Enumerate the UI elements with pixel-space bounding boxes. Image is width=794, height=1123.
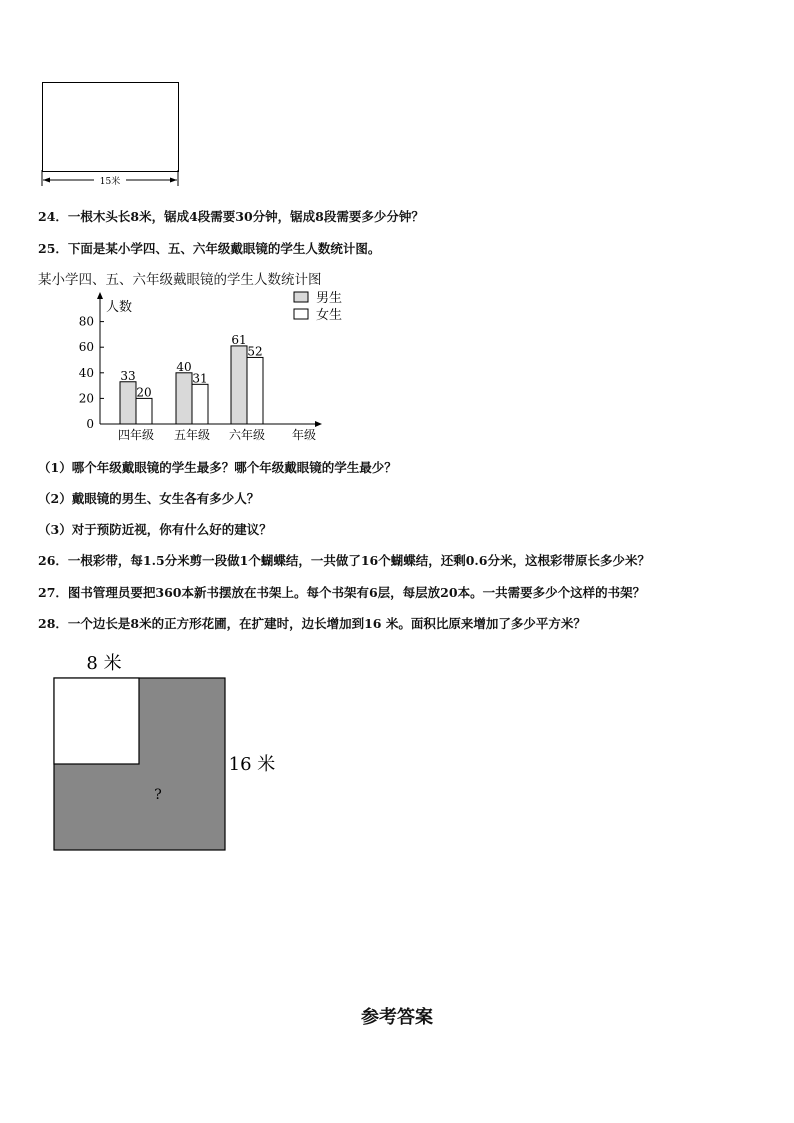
bar-chart xyxy=(60,286,360,446)
bar-boys xyxy=(176,373,192,424)
bar-value-label: 33 xyxy=(120,368,136,383)
y-axis-label: 人数 xyxy=(106,300,133,315)
unknown-area-label: ? xyxy=(154,787,162,803)
category-label: 六年级 xyxy=(228,428,266,442)
bar-value-label: 52 xyxy=(247,344,263,359)
y-tick-label: 40 xyxy=(78,365,94,380)
bar-value-label: 61 xyxy=(231,332,247,347)
top-length-label: 8 米 xyxy=(86,653,122,674)
dimension-line xyxy=(40,170,180,188)
bar-girls xyxy=(247,357,263,424)
y-tick-label: 60 xyxy=(78,340,94,355)
question-25: 25．下面是某小学四、五、六年级戴眼镜的学生人数统计图。 xyxy=(38,241,381,256)
chart-legend xyxy=(294,290,342,323)
question-26: 26．一根彩带，每1.5分米剪一段做1个蝴蝶结，一共做了16个蝴蝶结，还剩0.6分米，这根彩带原长多少米？ xyxy=(38,553,650,568)
bar-boys xyxy=(231,346,247,424)
category-label: 五年级 xyxy=(173,428,211,442)
legend-swatch xyxy=(294,292,308,302)
legend-label: 男生 xyxy=(316,291,343,306)
bar-boys xyxy=(120,382,136,424)
bar-value-label: 31 xyxy=(192,371,208,386)
question-25-3: （3）对于预防近视，你有什么好的建议？ xyxy=(38,522,272,537)
bar-girls xyxy=(192,384,208,424)
chart-title: 某小学四、五、六年级戴眼镜的学生人数统计图 xyxy=(38,272,322,288)
x-axis-arrow xyxy=(315,421,322,427)
legend-swatch xyxy=(294,309,308,319)
x-axis-label: 年级 xyxy=(291,428,317,442)
question-27: 27．图书管理员要把360本新书摆放在书架上。每个书架有6层，每层放20本。一共需要多少个这样的书架？ xyxy=(38,585,646,600)
y-axis-arrow xyxy=(97,292,103,299)
rectangle-figure xyxy=(42,82,179,172)
original-garden xyxy=(54,678,139,764)
question-25-2: （2）戴眼镜的男生、女生各有多少人？ xyxy=(38,491,260,506)
answer-title: 参考答案 xyxy=(361,1007,433,1028)
y-tick-label: 0 xyxy=(86,417,94,431)
question-24: 24．一根木头长8米，锯成4段需要30分钟，锯成8段需要多少分钟？ xyxy=(38,209,424,224)
y-tick-label: 20 xyxy=(78,391,94,406)
legend-label: 女生 xyxy=(316,308,343,323)
category-label: 四年级 xyxy=(117,428,155,442)
dimension-label: 15米 xyxy=(99,177,121,187)
side-length-label: 16 米 xyxy=(228,754,276,775)
garden-figure xyxy=(40,645,290,860)
bar-value-label: 20 xyxy=(136,385,152,400)
question-28: 28．一个边长是8米的正方形花圃，在扩建时，边长增加到16 米。面积比原来增加了多少平方米？ xyxy=(38,616,586,631)
bar-girls xyxy=(136,398,152,424)
question-25-1: （1）哪个年级戴眼镜的学生最多？哪个年级戴眼镜的学生最少？ xyxy=(38,460,397,475)
bar-value-label: 40 xyxy=(176,359,192,374)
y-tick-label: 80 xyxy=(78,314,94,329)
